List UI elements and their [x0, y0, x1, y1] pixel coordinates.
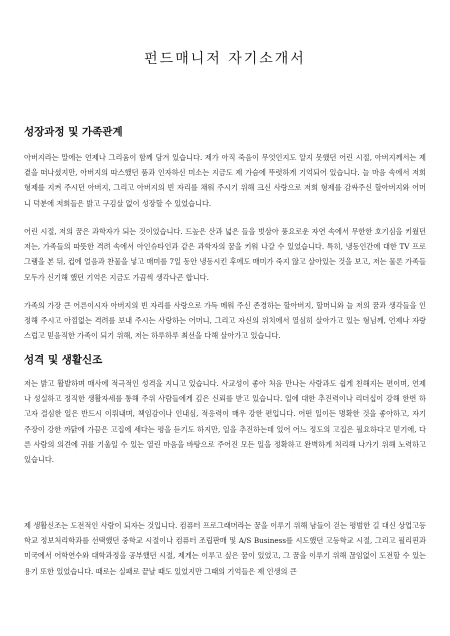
paragraph: 아버지라는 말에는 언제나 그리움이 함께 담겨 있습니다. 제가 아직 죽음이 무엇인지도 알지 못했던 어린 시절, 아버지께서는 제 곁을 떠나셨지만, 아버지의 따스했던 품과 인자하신 미소는 지금도 제 가슴에 뚜렷하게 기억되어 있습니다. 늘 마음 속에서 저희 형제를 지켜 주시던 아버지, 그리고 아버지의 빈 자리를 채워 주시기 위해 크신 사랑으로 저희 형제를 감싸주신 할아버지와 어머니 덕분에 저희들은 밝고 구김살 없이 성장할 수 있었습니다. [24, 153, 426, 208]
document-title: 펀드매니저 자기소개서 [144, 51, 306, 67]
section-heading-personality: 성격 및 생활신조 [24, 354, 103, 366]
paragraph: 저는 밝고 활발하며 매사에 적극적인 성격을 지니고 있습니다. 사교성이 좋아 처음 만나는 사람과도 쉽게 친해지는 편이며, 언제나 성실하고 정직한 생활자세를 통해 주위 사람들에게 깊은 신뢰를 받고 있습니다. 일에 대한 추진력이나 리더십이 강해 한번 하고자 결심한 일은 반드시 이뤄내며, 책임감이나 인내심, 적응력이 매우 강한 편입니다. 어떤 일이든 명확한 것을 좋아하고, 자기 주장이 강한 까닭에 가끔은 고집에 세다는 평을 듣기도 하지만, 일을 추진하는데 있어 어느 정도의 고집은 필요하다고 믿기에, 다른 사람의 의견에 귀를 기울일 수 있는 열린 마음을 바탕으로 주어진 모든 일을 정확하고 완벽하게 처리해 나가기 위해 노력하고 있습니다. [24, 379, 426, 465]
paragraph: 가족의 가장 큰 어른이시자 아버지의 빈 자리를 사랑으로 가득 메워 주신 존경하는 할아버지, 할머니와 늘 저의 꿈과 생각들을 인정해 주시고 아낌없는 격려를 보내 주시는 사랑하는 어머니, 그리고 자신의 위치에서 열심히 살아가고 있는 형님께, 언제나 자랑스럽고 믿음직한 가족이 되기 위해, 저는 하루하루 최선을 다해 살아가고 있습니다. [24, 301, 426, 341]
section-heading-growth: 성장과정 및 가족관계 [24, 126, 123, 138]
paragraph: 제 생활신조는 도전적인 사람이 되자는 것입니다. 컴퓨터 프로그래머라는 꿈을 이루기 위해 남들이 걷는 평범한 길 대신 상업고등학교 정보처리학과를 선택했던 중학교 시절이나 컴퓨터 조립판매 및 A/S Business를 시도했던 고등학교 시절, 그리고 필리핀과 미국에서 어학연수와 대학과정을 공부했던 시절, 제게는 이루고 싶은 꿈이 있었고, 그 꿈을 이루기 위해 끊임없이 도전할 수 있는 용기 또한 있었습니다. 때로는 실패로 끝날 때도 있었지만 그때의 기억들은 제 인생의 큰 [24, 521, 426, 576]
paragraph: 어린 시절, 저의 꿈은 과학자가 되는 것이었습니다. 드높은 산과 넓은 들을 벗삼아 풍요로운 자연 속에서 무한한 호기심을 키웠던 저는, 가족들의 따뜻한 격려 속에서 아인슈타인과 같은 과학자의 꿈을 키워 나갈 수 있었습니다. 특히, 냉동인간에 대한 TV 프로그램을 본 뒤, 컵에 얼음과 찬물을 넣고 매미를 7일 동안 냉동시킨 후에도 매미가 죽지 않고 살아있는 것을 보고, 저는 물론 가족들 모두가 신기해 했던 기억은 지금도 가끔씩 생각나곤 합니다. [24, 227, 426, 282]
